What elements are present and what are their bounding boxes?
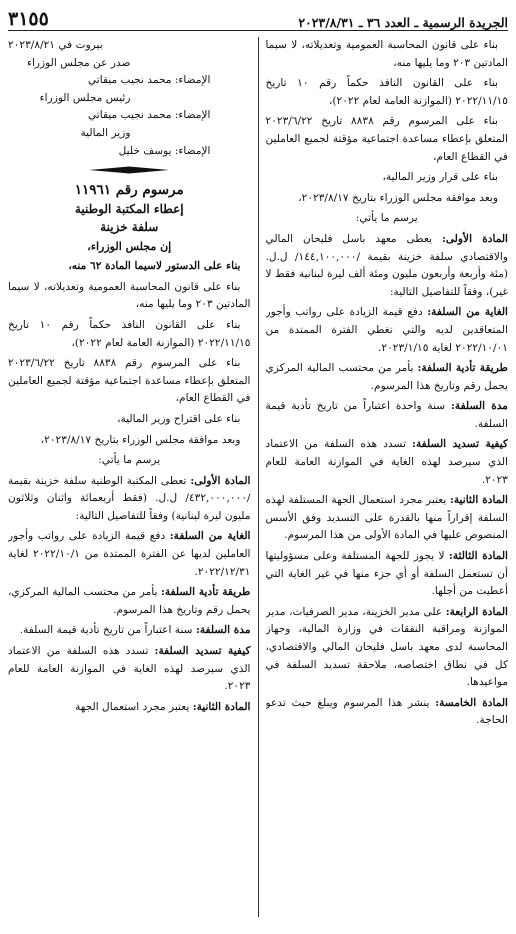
section-ornament [89,166,169,174]
article-paragraph [8,699,251,717]
article-label: طريقة تأدية السلفة: [417,362,508,375]
article-paragraph [8,584,251,619]
signature-line: الإمضاء: محمد نجيب ميقاتي [87,109,211,122]
article-paragraph [266,304,509,357]
article-text: بأمر من محتسب المالية المركزي يحمل رقم وتاريخ هذا المرسوم. [265,362,508,392]
article-label: المادة الأولى: [441,232,508,245]
columns [8,37,508,917]
article-paragraph [8,473,251,526]
article-label: طريقة تأدية السلفة: [160,586,251,599]
preamble-paragraph: بناء على القانون النافذ حكماً رقم ١٠ تاريخ ٢٠٢٢/١١/١٥ (الموازنة العامة لعام ٢٠٢٢)، [8,318,251,349]
signature-line: الإمضاء: محمد نجيب ميقاتي [87,74,211,87]
preamble-paragraph: وبعد موافقة مجلس الوزراء بتاريخ ٢٠٢٣/٨/١٧، [298,191,498,204]
preamble-paragraph: بناء على الدستور لاسيما المادة ٦٢ منه، [68,260,241,273]
place-date: بيروت في ٢٠٢٣/٨/٢١ [8,39,103,51]
article-label: مدة السلفة: [195,624,251,637]
article-label: المادة الخامسة: [435,696,508,709]
article-text: يعتبر مجرد استعمال الجهة المستلفة لهذه السلفة إقراراً منها بالقدرة على التسديد وفق الأسس المنصوص عليها في المادة الأولى من هذا المرسوم. [265,494,508,542]
article-paragraph [266,360,509,395]
gazette-title: الجريدة الرسمية ـ العدد ٣٦ ـ ٢٠٢٣/٨/٣١ [298,15,508,30]
left-body [8,258,251,716]
preamble-paragraph: بناء على اقتراح وزير المالية، [117,412,241,425]
right-column [266,37,509,917]
preamble-paragraph: بناء على قانون المحاسبة العمومية وتعديلاته، لا سيما المادتين ٢٠٣ وما يليها منه، [8,280,251,311]
article-text: دفع قيمة الزيادة على رواتب وأجور المتعاقدين لديه والتي تغطي الفترة الممتدة من ٢٠٢٢/١٠/٠١ لغاية ٢٠٢٣/١/١٥. [265,306,508,354]
pm-title: رئيس مجلس الوزراء [39,91,131,104]
article-label: كيفية تسديد السلفة: [412,438,508,451]
article-label: المادة الرابعة: [445,605,508,618]
preamble-paragraph: بناء على قرار وزير المالية، [382,171,498,184]
article-paragraph [8,622,251,640]
article-text: سنة واحدة اعتباراً من تاريخ تأدية قيمة السلفة. [265,400,508,430]
article-label: المادة الأولى: [190,474,251,487]
issued-by: صدر عن مجلس الوزراء [27,56,131,69]
left-column [8,37,251,917]
decree-authority: إن مجلس الوزراء، [87,240,172,254]
article-paragraph [8,643,251,696]
article-text: يعطى معهد باسل فليحان المالي والاقتصادي سلفة خزينة بقيمة /١٤٤,١٠٠,٠٠٠/ ل.ل. (مئة وأربعة وأربعون مليون ومئة ألف ليرة لبنانية فقط لا غير)، وفقاً للتفاصيل التالية: [265,232,508,298]
preamble-paragraph: بناء على المرسوم رقم ٨٨٣٨ تاريخ ٢٠٢٣/٦/٢٢ المتعلق بإعطاء مساعدة اجتماعية مؤقتة لجميع العاملين في القطاع العام، [8,357,251,405]
article-paragraph [266,231,509,301]
preamble-paragraph: بناء على المرسوم رقم ٨٨٣٨ تاريخ ٢٠٢٣/٦/٢٢ المتعلق بإعطاء مساعدة اجتماعية مؤقتة لجميع العاملين في القطاع العام، [265,115,508,163]
preamble-paragraph: وبعد موافقة مجلس الوزراء بتاريخ ٢٠٢٣/٨/١٧، [40,433,241,446]
article-paragraph [266,604,509,692]
article-text: يعتبر مجرد استعمال الجهة [75,700,193,713]
article-paragraph [266,492,509,545]
decree-formula: يرسم ما يأتي: [98,454,161,467]
article-paragraph [266,548,509,601]
article-text: لا يجوز للجهة المستلفة وعلى مسؤوليتها أن تستعمل السلفة أو أي جزء منها في غير الغاية التي أعطيت من أجلها. [265,550,508,598]
article-text: بأمر من محتسب المالية المركزي، يحمل رقم وتاريخ هذا المرسوم. [8,586,251,616]
preamble-paragraph: بناء على القانون النافذ حكماً رقم ١٠ تاريخ ٢٠٢٢/١١/١٥ (الموازنة العامة لعام ٢٠٢٢)، [265,77,508,107]
page-header [8,4,508,31]
decree-number: مرسوم رقم ١١٩٦١ [74,182,184,199]
article-text: على مدير الخزينة، مدير الصرفيات، مدير الموازنة ومراقبة النفقات في وزارة المالية، وجهاز المحاسبة لدى معهد باسل فليحان المالي والاقتصادي، كل في نطاق اختصاصه، ملاحقة تسديد السلفة في مواعيدها. [265,605,508,689]
signature-line: الإمضاء: يوسف خليل [118,144,211,157]
article-text: تعطى المكتبة الوطنية سلفة خزينة بقيمة /٤٣٢,٠٠٠,٠٠٠/ ل.ل. (فقط أربعمائة واثنان وثلاثون مليون ليرة لبنانية) وفقاً للتفاصيل التالية: [8,474,251,522]
page-number: ٣١٥٥ [8,8,49,30]
article-paragraph [266,695,509,730]
article-text: ينشر هذا المرسوم ويبلغ حيث تدعو الحاجة. [265,696,508,727]
article-paragraph [8,528,251,581]
article-text: دفع قيمة الزيادة على رواتب وأجور العاملين لديها عن الفترة الممتدة من ٢٠٢٢/١٠/١ لغاية ٢٠٢٢/١٢/٣١. [8,530,251,578]
article-label: الغاية من السلفة: [427,306,508,319]
preamble-paragraph: بناء على قانون المحاسبة العمومية وتعديلاته، لا سيما المادتين ٢٠٣ وما يليها منه، [265,39,508,69]
decree-subject: إعطاء المكتبة الوطنية [74,202,184,217]
column-divider [258,37,259,917]
article-text: تسدد هذه السلفة من الاعتماد الذي سيرصد لهذه الغاية في الموازنة العامة للعام ٢٠٢٣. [265,438,508,486]
article-label: كيفية تسديد السلفة: [154,645,251,658]
article-text: تسدد هذه السلفة من الاعتماد الذي سيرصد لهذه الغاية في الموازنة العامة للعام ٢٠٢٣. [8,645,251,693]
finance-minister-title: وزير المالية [80,126,131,139]
signature-block [8,37,251,160]
article-label: المادة الثانية: [192,700,251,713]
article-label: المادة الثالثة: [448,550,508,563]
article-label: المادة الثانية: [449,494,508,507]
article-text: سنة اعتباراً من تاريخ تأدية قيمة السلفة. [19,624,196,637]
decree-subject-2: سلفة خزينة [100,220,159,235]
article-paragraph [266,398,509,433]
article-label: الغاية من السلفة: [169,530,251,543]
article-paragraph [266,436,509,489]
article-label: مدة السلفة: [450,400,508,413]
decree-formula: يرسم ما يأتي: [355,212,418,225]
